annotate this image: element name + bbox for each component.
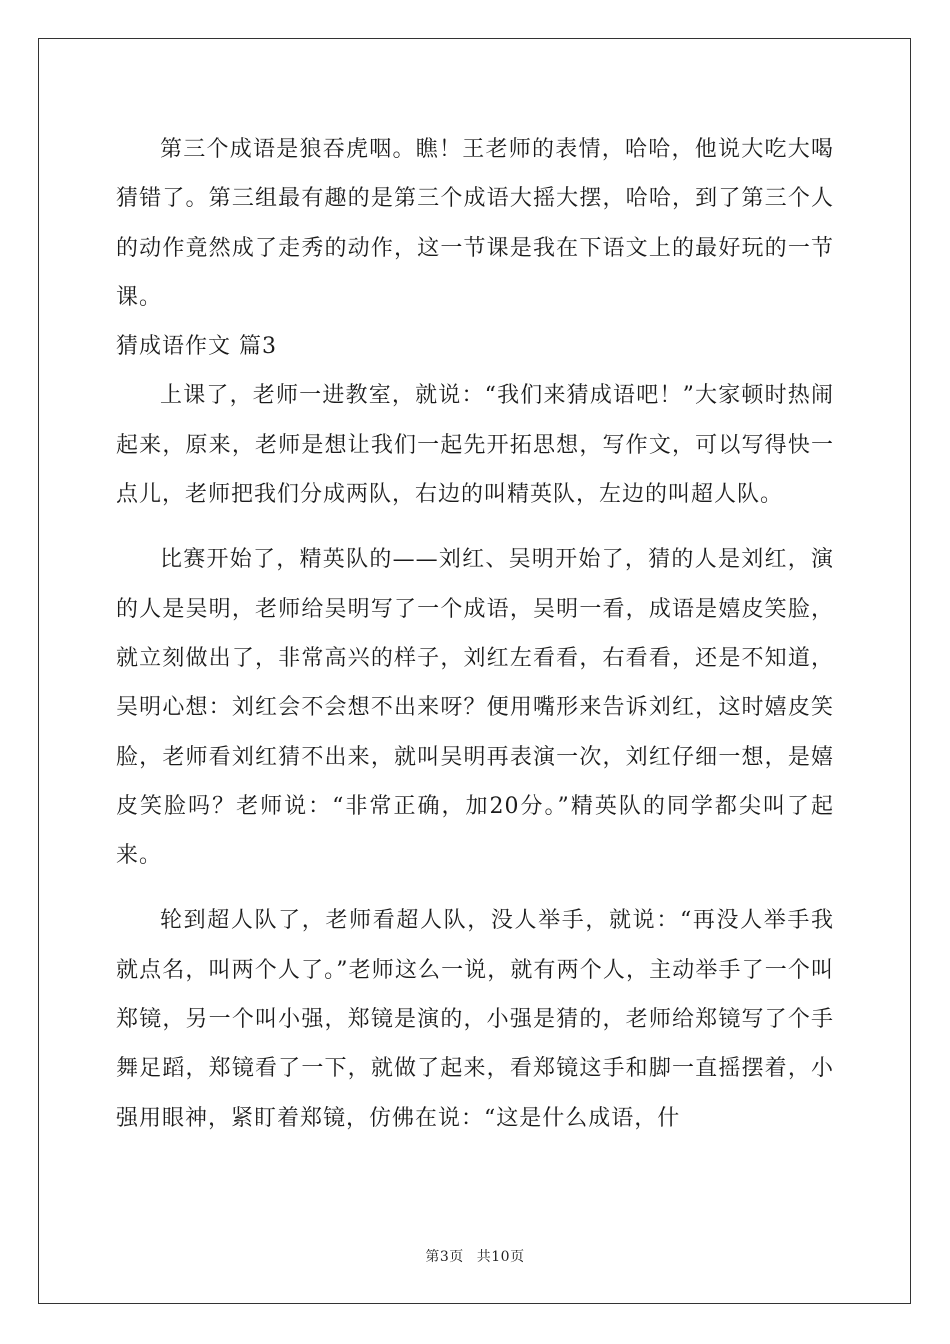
- paragraph: 轮到超人队了，老师看超人队，没人举手，就说：“再没人举手我就点名，叫两个人了。”老师这么一说，就有两个人，主动举手了一个叫郑镜，另一个叫小强，郑镜是演的，小强是猜的，老师给郑镜写了个手舞足蹈，郑镜看了一下，就做了起来，看郑镜这手和脚一直摇摆着，小强用眼神，紧盯着郑镜，仿佛在说：“这是什么成语，什: [116, 908, 834, 1131]
- page-footer: [0, 1246, 950, 1266]
- page-number: 第3页: [425, 1249, 464, 1265]
- page-total: 共10页: [476, 1249, 525, 1265]
- paragraph: 上课了，老师一进教室，就说：“我们来猜成语吧！”大家顿时热闹起来，原来，老师是想让我们一起先开拓思想，写作文，可以写得快一点儿，老师把我们分成两队，右边的叫精英队，左边的叫超人队。: [116, 383, 834, 508]
- paragraph: 第三个成语是狼吞虎咽。瞧！王老师的表情，哈哈，他说大吃大喝猜错了。第三组最有趣的是第三个成语大摇大摆，哈哈，到了第三个人的动作竟然成了走秀的动作，这一节课是我在下语文上的最好玩的一节课。: [116, 137, 834, 310]
- document-body: [116, 125, 834, 1143]
- section-heading: 猜成语作文 篇3: [116, 334, 277, 360]
- paragraph: 比赛开始了，精英队的——刘红、吴明开始了，猜的人是刘红，演的人是吴明，老师给吴明写了一个成语，吴明一看，成语是嬉皮笑脸，就立刻做出了，非常高兴的样子，刘红左看看，右看看，还是不知道，吴明心想：刘红会不会想不出来呀？便用嘴形来告诉刘红，这时嬉皮笑脸，老师看刘红猜不出来，就叫吴明再表演一次，刘红仔细一想，是嬉皮笑脸吗？老师说：“非常正确，加20分。”精英队的同学都尖叫了起来。: [116, 547, 834, 869]
